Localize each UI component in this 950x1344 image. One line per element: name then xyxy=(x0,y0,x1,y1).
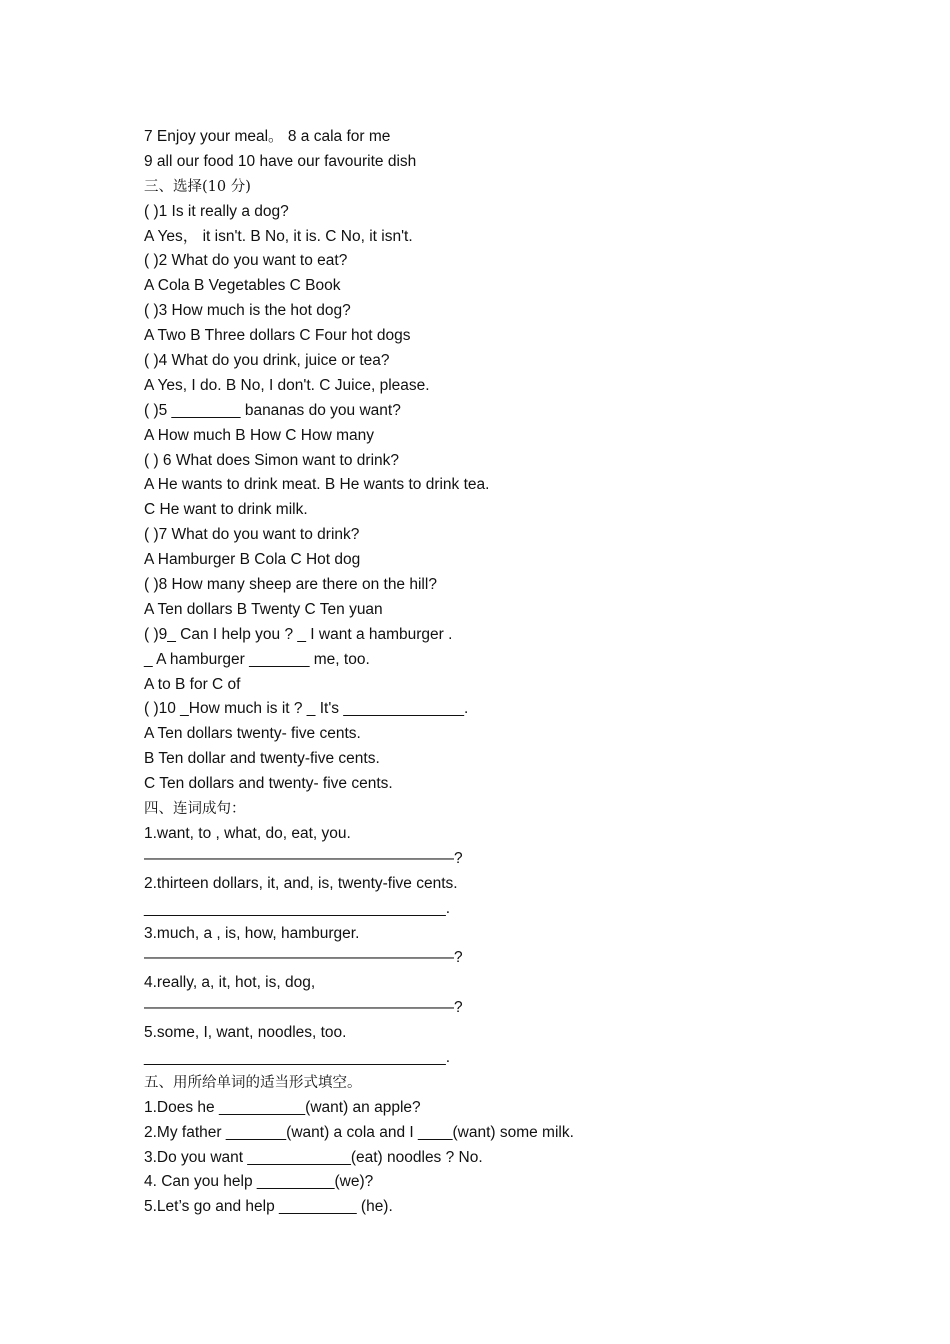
section-heading-fill-in: 五、用所给单词的适当形式填空。 xyxy=(144,1074,362,1091)
options-line: A Ten dollars B Twenty C Ten yuan xyxy=(144,600,383,618)
options-line: C He want to drink milk. xyxy=(144,501,308,519)
section-heading-choice: 三、选择(10 分) xyxy=(144,178,251,195)
options-line: A to B for C of xyxy=(144,675,241,693)
section-heading-sentences: 四、连词成句： xyxy=(144,801,246,818)
options-line: A Ten dollars twenty- five cents. xyxy=(144,725,361,743)
question-line: ( )9_ Can I help you ? _ I want a hamburger . xyxy=(144,625,453,643)
question-line: ( )10 _How much is it ? _ It's ______________. xyxy=(144,700,469,718)
question-line: ( )2 What do you want to eat? xyxy=(144,252,348,270)
question-line: ( )5 ________ bananas do you want? xyxy=(144,401,401,419)
question-line: ( )4 What do you drink, juice or tea? xyxy=(144,352,390,370)
answer-line: ___________________________________. xyxy=(144,899,451,917)
answer-line: ————————————————————? xyxy=(144,949,463,967)
options-line: A He wants to drink meat. B He wants to drink tea. xyxy=(144,476,490,494)
question-line: ( )8 How many sheep are there on the hill? xyxy=(144,576,437,594)
worksheet-page xyxy=(144,125,864,1220)
answer-line: ————————————————————? xyxy=(144,849,463,867)
question-line: ( ) 6 What does Simon want to drink? xyxy=(144,451,400,469)
word-list: 2.thirteen dollars, it, and, is, twenty-five cents. xyxy=(144,874,458,892)
fill-in-line: 4. Can you help _________(we)? xyxy=(144,1173,374,1191)
options-line: A Yes, I do. B No, I don't. C Juice, please. xyxy=(144,376,430,394)
options-line: A Two B Three dollars C Four hot dogs xyxy=(144,327,411,345)
fill-in-line: 3.Do you want ____________(eat) noodles ? No. xyxy=(144,1148,483,1166)
fill-in-line: 5.Let’s go and help _________ (he). xyxy=(144,1198,393,1216)
options-line: A Yes， it isn't. B No, it is. C No, it isn't. xyxy=(144,227,413,245)
question-line: ( )7 What do you want to drink? xyxy=(144,526,360,544)
options-line: A How much B How C How many xyxy=(144,426,374,444)
text-line: 9 all our food 10 have our favourite dish xyxy=(144,152,417,170)
options-line: A Hamburger B Cola C Hot dog xyxy=(144,551,361,569)
word-list: 1.want, to , what, do, eat, you. xyxy=(144,824,351,842)
answer-line: ————————————————————? xyxy=(144,999,463,1017)
answer-line: ___________________________________. xyxy=(144,1048,451,1066)
question-line: _ A hamburger _______ me, too. xyxy=(144,650,370,668)
text-line: 7 Enjoy your meal。 8 a cala for me xyxy=(144,128,391,145)
fill-in-line: 1.Does he __________(want) an apple? xyxy=(144,1098,421,1116)
question-line: ( )1 Is it really a dog? xyxy=(144,202,289,220)
fill-in-line: 2.My father _______(want) a cola and I ____(want) some milk. xyxy=(144,1123,574,1141)
options-line: C Ten dollars and twenty- five cents. xyxy=(144,775,393,793)
word-list: 5.some, I, want, noodles, too. xyxy=(144,1024,347,1042)
word-list: 4.really, a, it, hot, is, dog, xyxy=(144,974,316,992)
word-list: 3.much, a , is, how, hamburger. xyxy=(144,924,360,942)
options-line: B Ten dollar and twenty-five cents. xyxy=(144,750,380,768)
options-line: A Cola B Vegetables C Book xyxy=(144,277,341,295)
question-line: ( )3 How much is the hot dog? xyxy=(144,302,351,320)
